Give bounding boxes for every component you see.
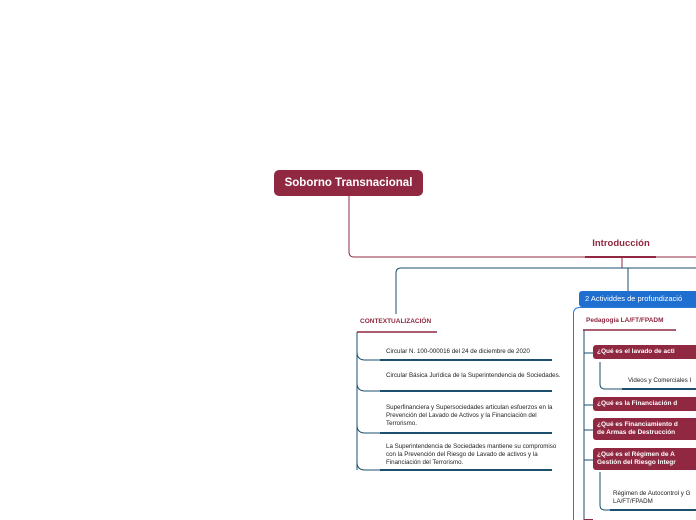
connector-branches <box>396 268 696 290</box>
actividades-node[interactable]: 2 Actividdes de profundizació <box>579 291 696 307</box>
ctx-leaf-2[interactable]: Circular Básica Jurídica de la Superintendencia de Sociedades. <box>386 372 561 379</box>
question-armas-line-2: de Armas de Destrucción <box>597 429 676 436</box>
question-financiacion-node[interactable] <box>593 397 696 411</box>
actividades-frame <box>573 307 696 520</box>
regimen-autocontrol-node[interactable] <box>613 490 690 506</box>
contextualizacion-node[interactable]: CONTEXTUALIZACIÓN <box>360 318 432 325</box>
connector-root-intro <box>349 196 620 257</box>
question-lavado-label: ¿Qué es el lavado de acti <box>597 348 675 355</box>
videos-comerciales-node[interactable]: Videos y Comerciales I <box>628 377 692 384</box>
question-armas-node[interactable] <box>593 418 696 440</box>
ctx-leaf-1[interactable]: Circular N. 100-000016 del 24 de diciembre de 2020 <box>386 348 530 355</box>
regimen-autocontrol-line-1: Régimen de Autocontrol y G <box>613 490 691 497</box>
ctx-leaf-3[interactable]: Superfinanciera y Supersociedades articulan esfuerzos en la Prevención del Lavado de Activos y la Financiación del Terrorismo. <box>386 404 553 427</box>
ctx-branch-2 <box>357 383 552 391</box>
ctx-leaf-4[interactable]: La Superintendencia de Sociedades mantiene su compromiso con la Prevención del Riesgo de Lavado de activos y la Financiación del Terrorismo. <box>386 443 557 466</box>
question-regimen-line-1: ¿Qué es el Régimen de A <box>597 451 675 458</box>
question-armas-line-1: ¿Qué es Financiamiento d <box>597 421 678 428</box>
question-financiacion-label: ¿Qué es la Financiación d <box>597 400 678 407</box>
question-lavado-node[interactable] <box>593 345 696 359</box>
question-regimen-node[interactable] <box>593 448 696 470</box>
intro-node[interactable]: Introducción <box>592 238 650 249</box>
pedagogia-node[interactable]: Pedagogía LA/FT/FPADM <box>586 317 664 324</box>
regimen-autocontrol-line-2: LA/FT/FPADM <box>613 497 653 505</box>
question-regimen-line-2: Gestión del Riesgo Integr <box>597 459 676 466</box>
root-node[interactable]: Soborno Transnacional <box>274 170 423 196</box>
